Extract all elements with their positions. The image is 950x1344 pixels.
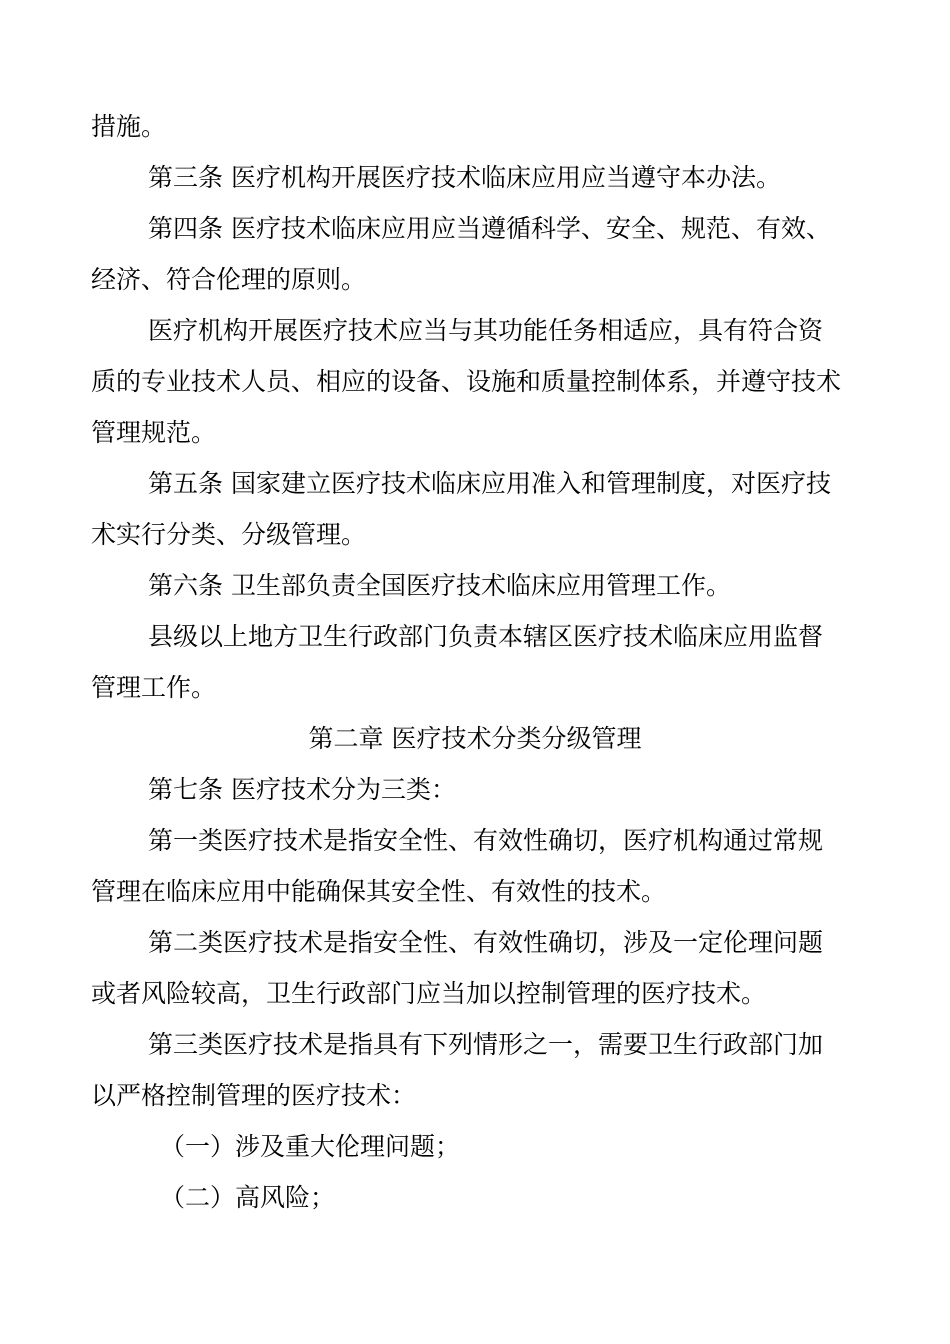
text-line: 术实行分类、分级管理。 (91, 520, 367, 549)
text-line: 医疗机构开展医疗技术应当与其功能任务相适应，具有符合资 (148, 316, 824, 345)
article-4: 第四条 医疗技术临床应用应当遵循科学、安全、规范、有效、 (148, 214, 831, 243)
text-line: 第二类医疗技术是指安全性、有效性确切，涉及一定伦理问题 (148, 928, 824, 957)
article-5: 第五条 国家建立医疗技术临床应用准入和管理制度，对医疗技 (148, 469, 831, 498)
text-line: 以严格控制管理的医疗技术： (91, 1081, 417, 1110)
text-line: 经济、符合伦理的原则。 (91, 265, 367, 294)
text-line: 第一类医疗技术是指安全性、有效性确切，医疗机构通过常规 (148, 826, 824, 855)
article-7: 第七条 医疗技术分为三类： (148, 775, 456, 804)
text-line: 质的专业技术人员、相应的设备、设施和质量控制体系，并遵守技术 (91, 367, 842, 396)
article-6: 第六条 卫生部负责全国医疗技术临床应用管理工作。 (148, 571, 731, 600)
text-line: 第三类医疗技术是指具有下列情形之一，需要卫生行政部门加 (148, 1030, 824, 1059)
text-line: 或者风险较高，卫生行政部门应当加以控制管理的医疗技术。 (91, 979, 767, 1008)
article-3: 第三条 医疗机构开展医疗技术临床应用应当遵守本办法。 (148, 163, 781, 192)
text-line: 措施。 (91, 112, 167, 141)
text-line: 管理在临床应用中能确保其安全性、有效性的技术。 (91, 877, 667, 906)
text-line: 管理规范。 (91, 418, 217, 447)
list-item: （二）高风险； (160, 1183, 336, 1212)
chapter-heading: 第二章 医疗技术分类分级管理 (308, 724, 642, 753)
text-line: 管理工作。 (91, 673, 217, 702)
list-item: （一）涉及重大伦理问题； (160, 1132, 461, 1161)
text-line: 县级以上地方卫生行政部门负责本辖区医疗技术临床应用监督 (148, 622, 824, 651)
